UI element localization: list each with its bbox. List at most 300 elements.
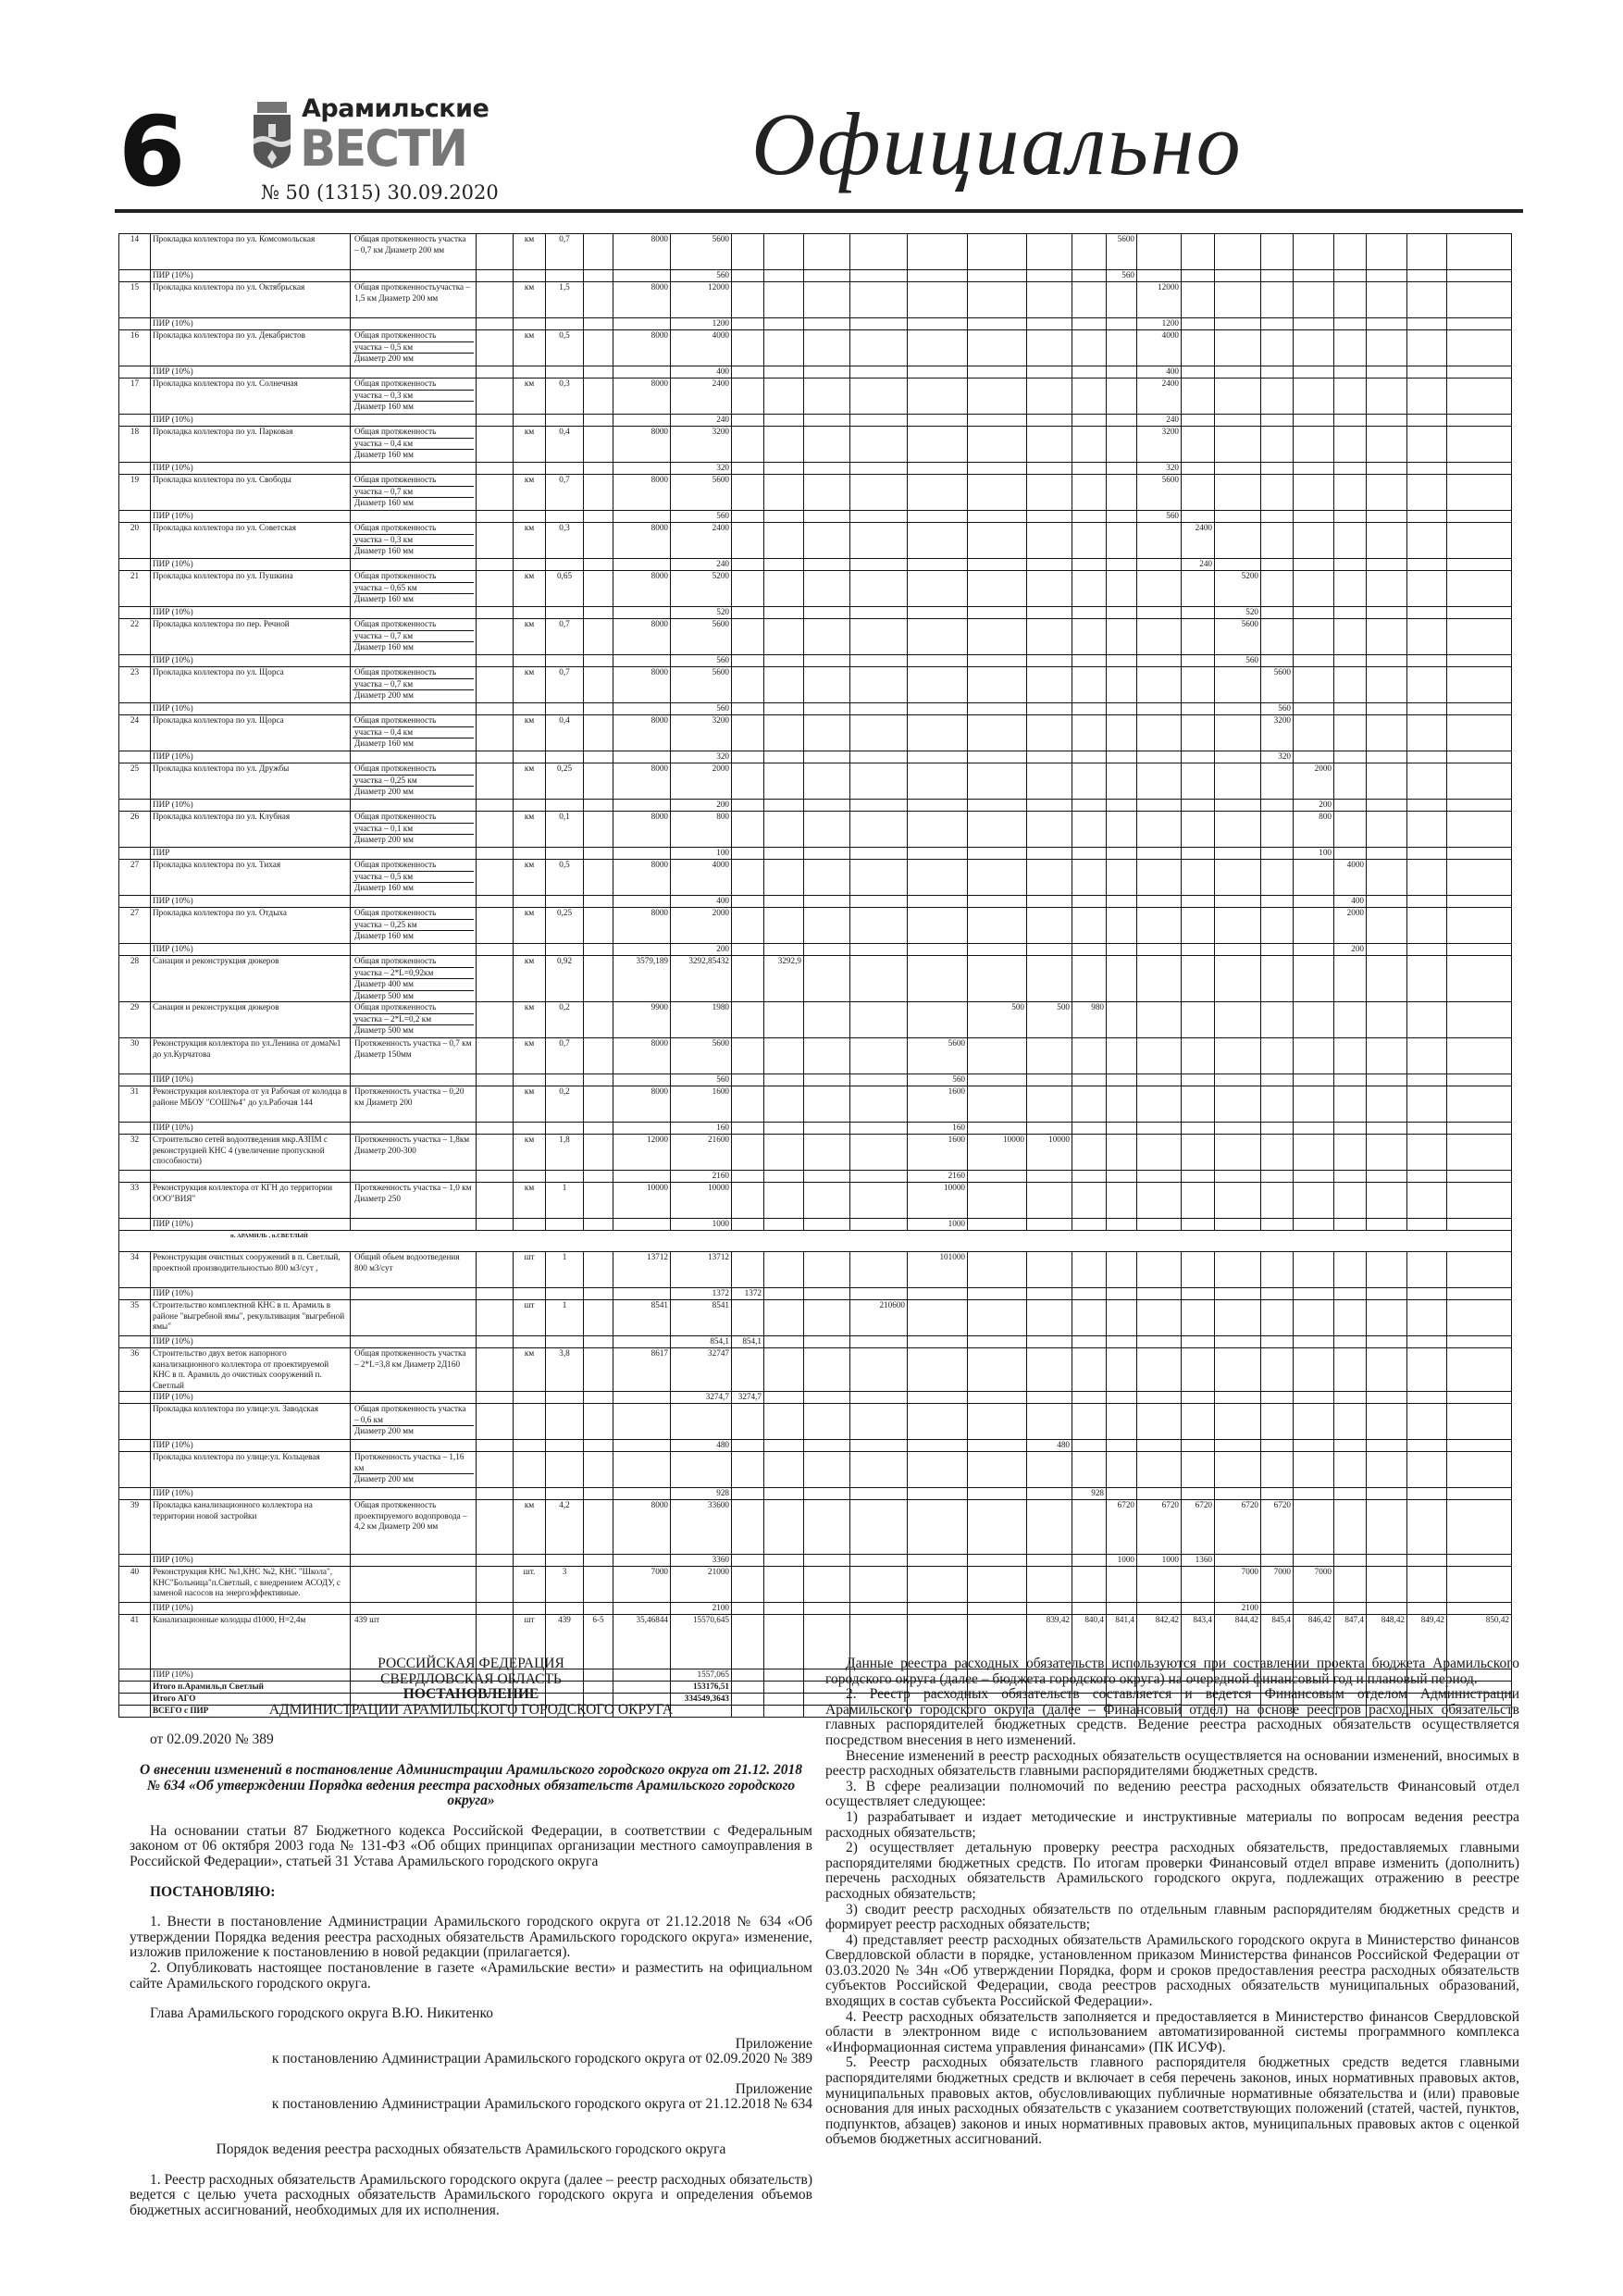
- total-cost: 100: [671, 848, 732, 860]
- year-cell: [908, 1404, 968, 1440]
- unit: [514, 270, 546, 282]
- item-spec: [351, 415, 477, 427]
- year-cell: [1027, 234, 1072, 270]
- total-cost: 33600: [671, 1500, 732, 1555]
- item-name: Прокладка канализационного коллектора на территории новой застройки: [151, 1500, 351, 1555]
- year-cell: [1407, 1252, 1447, 1288]
- year-cell: [1334, 571, 1367, 607]
- year-cell: [1294, 366, 1334, 379]
- year-cell: [1182, 812, 1215, 848]
- blank-cell: [477, 1183, 514, 1219]
- spec-line: участка – 0,5 км: [353, 342, 474, 354]
- year-cell: [1072, 571, 1107, 607]
- unit-price: 8000: [613, 619, 671, 655]
- year-cell: [1407, 318, 1447, 330]
- year-cell: [1407, 1219, 1447, 1231]
- unit-price: 8617: [613, 1348, 671, 1392]
- year-cell: [1334, 1183, 1367, 1219]
- unit: км: [514, 1002, 546, 1038]
- total-cost: 560: [671, 511, 732, 523]
- year-cell: [1027, 1348, 1072, 1392]
- year-cell: [968, 427, 1027, 463]
- blank-cell: [477, 860, 514, 896]
- year-cell: [1407, 511, 1447, 523]
- year-cell: [764, 1038, 804, 1074]
- year-cell: [1294, 1555, 1334, 1567]
- blank-cell: [477, 427, 514, 463]
- year-cell: [968, 812, 1027, 848]
- extra: [584, 1171, 613, 1183]
- year-cell: [1334, 1002, 1367, 1038]
- row-number: 20: [119, 523, 151, 559]
- blank-cell: [477, 1603, 514, 1615]
- total-cost: 5600: [671, 234, 732, 270]
- year-cell: [804, 523, 850, 559]
- unit: км: [514, 330, 546, 366]
- item-spec: [351, 800, 477, 812]
- total-cost: 32747: [671, 1348, 732, 1392]
- extra: [584, 751, 613, 763]
- year-cell: [1447, 715, 1512, 751]
- year-value: 560: [1215, 655, 1261, 667]
- unit-price: [613, 1440, 671, 1452]
- year-cell: [850, 703, 908, 715]
- item-spec: [351, 956, 477, 1002]
- year-cell: [764, 703, 804, 715]
- year-cell: [1137, 1392, 1182, 1404]
- year-cell: [732, 1404, 764, 1440]
- year-cell: [1182, 571, 1215, 607]
- year-cell: [1107, 1488, 1137, 1500]
- blank-cell: [477, 1252, 514, 1288]
- spec-line: Протяженность участка – 0,20 км Диаметр 200: [354, 1086, 465, 1107]
- item-name: Прокладка коллектора по ул. Отдыха: [151, 908, 351, 944]
- row-number: [119, 1488, 151, 1500]
- year-cell: [1447, 415, 1512, 427]
- year-cell: [764, 1336, 804, 1348]
- row-number: 27: [119, 860, 151, 896]
- year-cell: [1107, 703, 1137, 715]
- spec-line: участка – 0,3 км: [353, 535, 474, 547]
- year-cell: [1027, 896, 1072, 908]
- unit-price: 8000: [613, 475, 671, 511]
- year-cell: [1182, 1288, 1215, 1300]
- row-number: 15: [119, 282, 151, 318]
- quantity: [546, 1288, 584, 1300]
- quantity: [546, 1440, 584, 1452]
- blank-cell: [477, 812, 514, 848]
- year-cell: [908, 427, 968, 463]
- item-name: Итого п.Арамиль,п Светлый: [151, 1682, 351, 1694]
- heading-administration: АДМИНИСТРАЦИИ АРАМИЛЬСКОГО ГОРОДСКОГО ОКРУГА: [268, 1701, 674, 1718]
- year-cell: [1215, 366, 1261, 379]
- year-cell: [1447, 427, 1512, 463]
- quantity: 1: [546, 1300, 584, 1336]
- quantity: 0,25: [546, 908, 584, 944]
- year-cell: [1072, 1500, 1107, 1555]
- quantity: [546, 607, 584, 619]
- year-cell: [1407, 607, 1447, 619]
- year-cell: [968, 366, 1027, 379]
- year-cell: [732, 571, 764, 607]
- year-cell: [1072, 607, 1107, 619]
- blank-cell: [477, 366, 514, 379]
- year-cell: [804, 1219, 850, 1231]
- year-value: 1200: [1137, 318, 1182, 330]
- year-cell: [1107, 463, 1137, 475]
- year-cell: [1182, 896, 1215, 908]
- table-row: [119, 1135, 1512, 1171]
- year-cell: [1027, 571, 1072, 607]
- year-cell: [850, 511, 908, 523]
- year-cell: [850, 800, 908, 812]
- year-cell: [968, 1183, 1027, 1219]
- quantity: [546, 463, 584, 475]
- quantity: 0,1: [546, 812, 584, 848]
- year-cell: [1137, 860, 1182, 896]
- row-number: 26: [119, 812, 151, 848]
- quantity: [546, 415, 584, 427]
- blank-cell: [477, 1219, 514, 1231]
- year-cell: [804, 1392, 850, 1404]
- spec-line: участка – 0,7 км: [353, 487, 474, 499]
- year-cell: [1294, 559, 1334, 571]
- year-cell: [1215, 944, 1261, 956]
- row-number: 29: [119, 1002, 151, 1038]
- year-cell: [1294, 1500, 1334, 1555]
- year-cell: [1027, 1404, 1072, 1440]
- item-name: Реконструкция коллектора от КГН до территории ООО"ВИЯ": [151, 1183, 351, 1219]
- year-cell: [1027, 715, 1072, 751]
- year-cell: [1027, 379, 1072, 415]
- year-cell: [1072, 1123, 1107, 1135]
- year-cell: [850, 318, 908, 330]
- year-cell: [1294, 511, 1334, 523]
- year-cell: [804, 1404, 850, 1440]
- extra: [584, 908, 613, 944]
- year-cell: [1334, 751, 1367, 763]
- year-cell: [850, 619, 908, 655]
- total-cost: 480: [671, 1440, 732, 1452]
- item-name: Прокладка коллектора по ул. Советская: [151, 523, 351, 559]
- year-cell: [1215, 1336, 1261, 1348]
- year-cell: [1107, 1348, 1137, 1392]
- year-cell: [968, 1603, 1027, 1615]
- year-value: 928: [1072, 1488, 1107, 1500]
- year-cell: [1447, 1086, 1512, 1123]
- table-row: [119, 1452, 1512, 1488]
- year-cell: [804, 956, 850, 1002]
- year-cell: [968, 511, 1027, 523]
- year-cell: [1447, 1567, 1512, 1603]
- year-cell: [1261, 463, 1294, 475]
- item-spec: [351, 944, 477, 956]
- spec-line: участка – 0,7 км: [353, 679, 474, 691]
- year-cell: [804, 1002, 850, 1038]
- year-cell: [1261, 511, 1294, 523]
- year-cell: [1215, 270, 1261, 282]
- total-cost: 400: [671, 896, 732, 908]
- unit-price: [613, 366, 671, 379]
- unit: км: [514, 379, 546, 415]
- row-number: [119, 270, 151, 282]
- quantity: 0,92: [546, 956, 584, 1002]
- year-cell: [908, 559, 968, 571]
- unit-price: 8000: [613, 908, 671, 944]
- year-cell: [1261, 1002, 1294, 1038]
- year-cell: [1367, 812, 1407, 848]
- unit: [514, 366, 546, 379]
- year-value: 10000: [968, 1135, 1027, 1171]
- year-cell: [732, 1183, 764, 1219]
- section-label: п. АРАМИЛЬ , п.СВЕТЛЫЙ: [119, 1231, 1512, 1252]
- quantity: [546, 559, 584, 571]
- table-row: [119, 523, 1512, 559]
- item-spec: [351, 908, 477, 944]
- year-cell: [1182, 330, 1215, 366]
- row-number: 16: [119, 330, 151, 366]
- year-cell: [1407, 655, 1447, 667]
- year-cell: [908, 812, 968, 848]
- pir-row: [119, 800, 1512, 812]
- extra: [584, 415, 613, 427]
- extra: [584, 1603, 613, 1615]
- year-cell: [1447, 1440, 1512, 1452]
- year-cell: [968, 751, 1027, 763]
- year-cell: [850, 607, 908, 619]
- item-spec: [351, 703, 477, 715]
- year-cell: [968, 667, 1027, 703]
- year-cell: [1407, 860, 1447, 896]
- quantity: [546, 270, 584, 282]
- year-cell: [1137, 763, 1182, 800]
- year-cell: [1407, 1183, 1447, 1219]
- year-cell: [1447, 1038, 1512, 1074]
- year-cell: [1407, 523, 1447, 559]
- year-cell: [764, 1348, 804, 1392]
- extra: [584, 860, 613, 896]
- year-cell: [732, 366, 764, 379]
- year-cell: [1334, 1123, 1367, 1135]
- year-cell: [804, 1452, 850, 1488]
- table-row: [119, 763, 1512, 800]
- year-cell: [1182, 1488, 1215, 1500]
- year-cell: [908, 379, 968, 415]
- item-name: ПИР: [151, 848, 351, 860]
- quantity: [546, 1336, 584, 1348]
- year-cell: [1447, 848, 1512, 860]
- year-cell: [764, 282, 804, 318]
- year-cell: [1182, 667, 1215, 703]
- row-number: 39: [119, 1500, 151, 1555]
- spec-line: Диаметр 200 мм: [354, 787, 414, 796]
- year-value: 1600: [908, 1086, 968, 1123]
- unit-price: 8000: [613, 1038, 671, 1074]
- year-cell: [1107, 1404, 1137, 1440]
- total-cost: [671, 1404, 732, 1440]
- item-name: ПИР (10%): [151, 944, 351, 956]
- spec-line: Диаметр 500 мм: [354, 1025, 414, 1035]
- year-cell: [1261, 619, 1294, 655]
- spec-line: Общая протяженность: [353, 763, 474, 776]
- year-cell: [1137, 1135, 1182, 1171]
- year-cell: [1334, 1300, 1367, 1336]
- year-cell: [1407, 463, 1447, 475]
- row-number: [119, 1074, 151, 1086]
- unit-price: [613, 1123, 671, 1135]
- total-cost: 2160: [671, 1171, 732, 1183]
- blank-cell: [477, 1336, 514, 1348]
- pir-row: [119, 1219, 1512, 1231]
- year-cell: [850, 1038, 908, 1074]
- blank-cell: [477, 908, 514, 944]
- year-cell: [1107, 379, 1137, 415]
- item-name: ПИР (10%): [151, 1488, 351, 1500]
- year-cell: [1294, 282, 1334, 318]
- year-cell: [1294, 860, 1334, 896]
- year-cell: [804, 270, 850, 282]
- year-cell: [1261, 956, 1294, 1002]
- year-value: 1000: [1107, 1555, 1137, 1567]
- year-cell: [1294, 1002, 1334, 1038]
- year-cell: [804, 607, 850, 619]
- unit-price: [613, 1219, 671, 1231]
- year-cell: [1107, 908, 1137, 944]
- total-cost: 3292,85432: [671, 956, 732, 1002]
- year-value: 560: [1107, 270, 1137, 282]
- pir-row: [119, 1603, 1512, 1615]
- total-cost: 928: [671, 1488, 732, 1500]
- pir-row: [119, 1288, 1512, 1300]
- year-cell: [1447, 330, 1512, 366]
- unit-price: [613, 1555, 671, 1567]
- pir-row: [119, 1171, 1512, 1183]
- spec-line: Общая протяженность: [353, 715, 474, 727]
- total-cost: 800: [671, 812, 732, 848]
- unit: шт: [514, 1300, 546, 1336]
- total-cost: 4000: [671, 330, 732, 366]
- extra: [584, 715, 613, 751]
- year-cell: [1407, 1567, 1447, 1603]
- unit-price: [613, 896, 671, 908]
- year-cell: [1261, 1404, 1294, 1440]
- year-cell: [968, 571, 1027, 607]
- quantity: 0,7: [546, 1038, 584, 1074]
- year-cell: [732, 234, 764, 270]
- year-cell: [1294, 1219, 1334, 1231]
- item-spec: [351, 715, 477, 751]
- year-cell: [1407, 667, 1447, 703]
- row-number: 23: [119, 667, 151, 703]
- quantity: [546, 1452, 584, 1488]
- table-row: [119, 1567, 1512, 1603]
- year-cell: [1447, 1452, 1512, 1488]
- unit-price: [613, 1171, 671, 1183]
- year-cell: [732, 1348, 764, 1392]
- year-cell: [804, 1300, 850, 1336]
- pir-row: [119, 270, 1512, 282]
- year-cell: [1407, 848, 1447, 860]
- extra: [584, 800, 613, 812]
- year-cell: [1182, 908, 1215, 944]
- year-cell: [968, 1336, 1027, 1348]
- unit-price: [613, 559, 671, 571]
- year-cell: [1294, 330, 1334, 366]
- year-cell: [1027, 511, 1072, 523]
- pir-row: [119, 944, 1512, 956]
- year-cell: [1294, 944, 1334, 956]
- year-cell: [1072, 511, 1107, 523]
- blank-cell: [477, 1123, 514, 1135]
- year-cell: [1407, 1074, 1447, 1086]
- year-cell: [850, 812, 908, 848]
- item-name: ПИР (10%): [151, 655, 351, 667]
- year-cell: [1334, 318, 1367, 330]
- year-cell: [1294, 1300, 1334, 1336]
- year-cell: [1215, 1348, 1261, 1392]
- year-cell: [1261, 571, 1294, 607]
- year-cell: [1215, 1440, 1261, 1452]
- year-value: 2400: [1137, 379, 1182, 415]
- year-cell: [1182, 270, 1215, 282]
- unit: [514, 1404, 546, 1440]
- table-row: [119, 234, 1512, 270]
- year-cell: [1334, 282, 1367, 318]
- unit: [514, 944, 546, 956]
- year-cell: [804, 619, 850, 655]
- year-cell: [1072, 1288, 1107, 1300]
- spec-line: Общая протяженность проектируемого водопровода – 4,2 км Диаметр 200 мм: [354, 1500, 467, 1531]
- pir-row: [119, 366, 1512, 379]
- year-cell: [968, 1348, 1027, 1392]
- unit-price: [613, 270, 671, 282]
- year-cell: [968, 523, 1027, 559]
- year-cell: [908, 1288, 968, 1300]
- year-cell: [1137, 1336, 1182, 1348]
- year-value: 3200: [1261, 715, 1294, 751]
- quantity: 0,7: [546, 475, 584, 511]
- extra: [584, 1074, 613, 1086]
- year-cell: [1294, 571, 1334, 607]
- year-cell: [968, 282, 1027, 318]
- year-cell: [804, 655, 850, 667]
- year-cell: [1107, 415, 1137, 427]
- year-cell: [1447, 1488, 1512, 1500]
- year-cell: [1182, 800, 1215, 812]
- item-name: Прокладка коллектора по ул. Щорса: [151, 667, 351, 703]
- year-cell: [1215, 523, 1261, 559]
- item-spec: [351, 463, 477, 475]
- item-spec: [351, 1452, 477, 1488]
- year-cell: [1215, 860, 1261, 896]
- item-spec: [351, 619, 477, 655]
- spec-line: Протяженность участка – 0,7 км Диаметр 150мм: [354, 1038, 472, 1059]
- year-cell: [1182, 1123, 1215, 1135]
- table-row: [119, 812, 1512, 848]
- blank-cell: [477, 1488, 514, 1500]
- year-value: 200: [1334, 944, 1367, 956]
- blank-cell: [477, 1392, 514, 1404]
- spec-line: Протяженность участка – 1,16 км: [353, 1452, 474, 1474]
- year-cell: [850, 270, 908, 282]
- year-cell: [1182, 619, 1215, 655]
- row-number: 41: [119, 1615, 151, 1669]
- spec-line: Общий обьем водоотведения 800 м3/сут: [354, 1252, 460, 1272]
- year-cell: [1027, 860, 1072, 896]
- year-cell: [732, 1171, 764, 1183]
- year-cell: [1072, 619, 1107, 655]
- year-cell: [732, 559, 764, 571]
